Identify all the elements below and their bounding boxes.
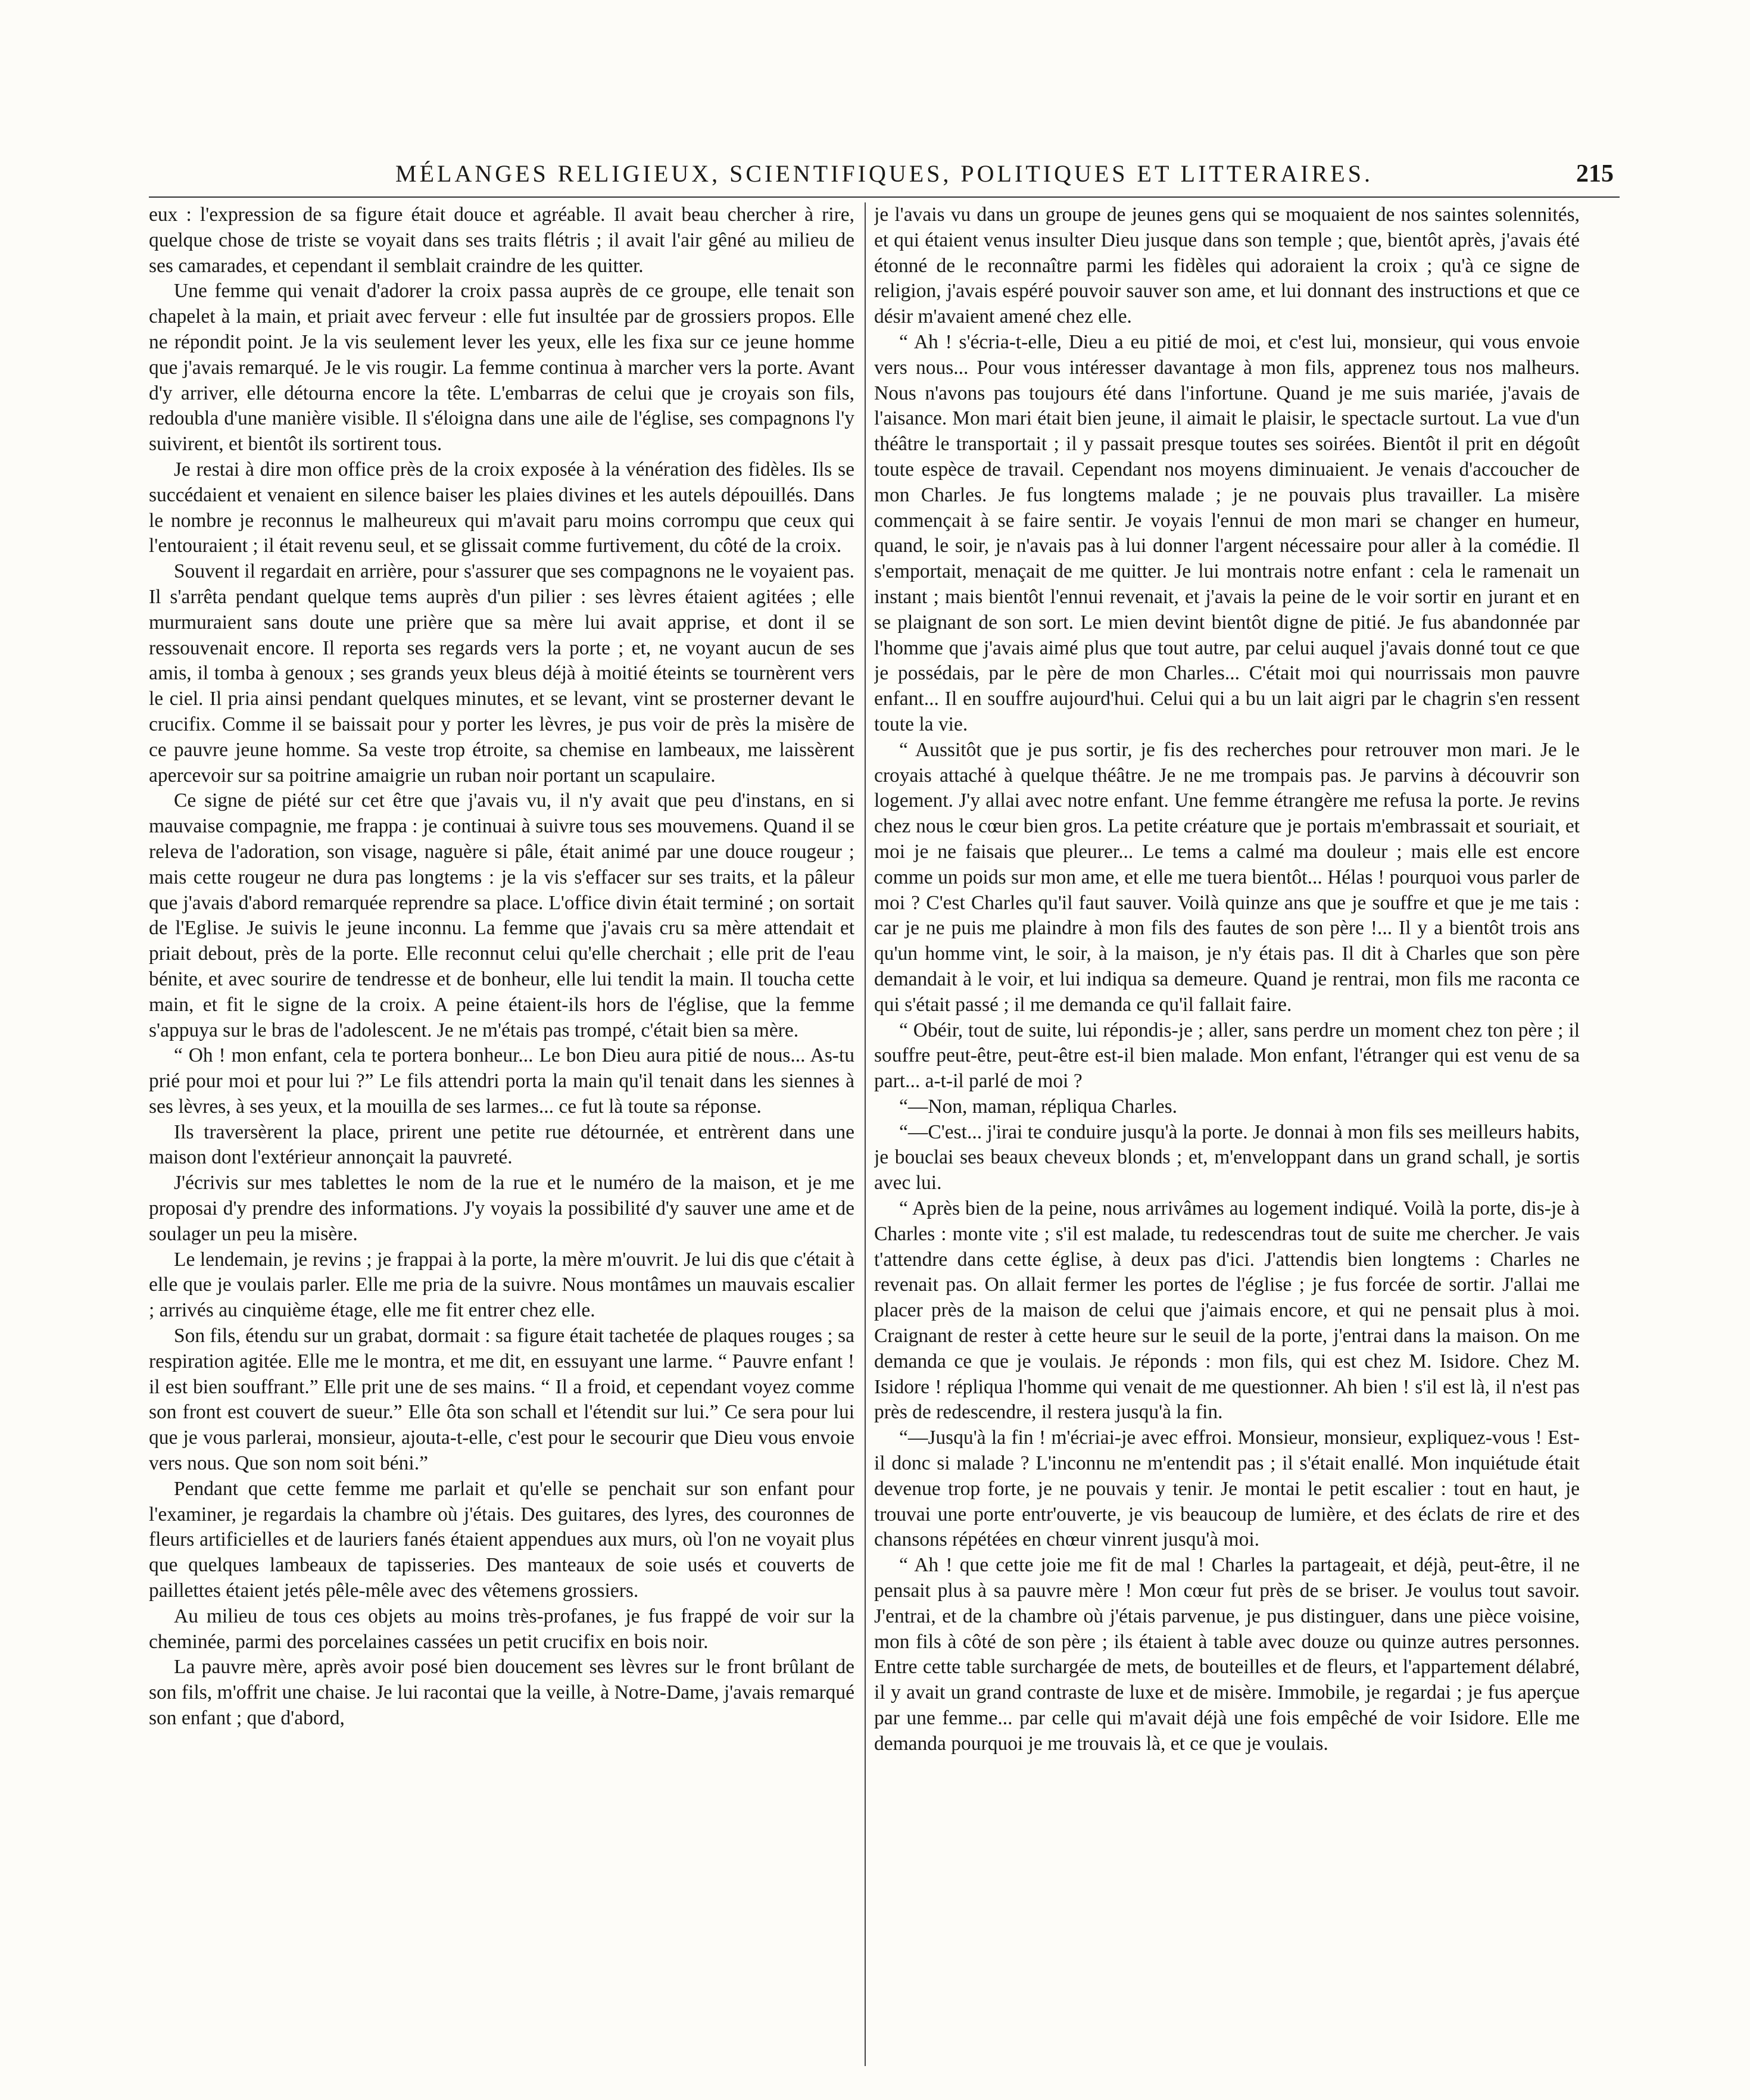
paragraph: “ Oh ! mon enfant, cela te portera bonheur... Le bon Dieu aura pitié de nous... As-tu prié pour moi et pour lui ?” Le fils attendri porta la main qu'il tenait dans les siennes à ses lèvres, à ses yeux, et la mouilla de ses larmes... ce fut là toute sa réponse. bbox=[149, 1044, 854, 1118]
right-column bbox=[874, 202, 1580, 2078]
paragraph: je l'avais vu dans un groupe de jeunes gens qui se moquaient de nos saintes solennités, et qui étaient venus insulter Dieu jusque dans son temple ; que, bientôt après, j'avais été étonné de le reconnaître parmi les fidèles qui adoraient la croix ; qu'à ce signe de religion, j'avais espéré pouvoir sauver son ame, et lui donnant des instructions et que ce désir m'avaient amené chez elle. bbox=[874, 204, 1580, 328]
paragraph: “ Ah ! que cette joie me fit de mal ! Charles la partageait, et déjà, peut-être, il ne pensait plus à sa pauvre mère ! Mon cœur fut près de se briser. Je voulus tout savoir. J'entrai, et de la chambre où j'étais parvenue, je pus distinguer, dans une pièce voisine, mon fils à côté de son père ; ils étaient à table avec douze ou quinze autres personnes. Entre cette table surchargée de mets, de bouteilles et de fleurs, et l'appartement délabré, il y avait un grand contraste de luxe et de misère. Immobile, je regardai ; je fus aperçue par une femme... par celle qui m'avait déjà une fois empêché de voir Isidore. Elle me demanda pourquoi je me trouvais là, et ce que je voulais. bbox=[874, 1554, 1580, 1755]
header-rule bbox=[149, 196, 1620, 198]
paragraph: “ Après bien de la peine, nous arrivâmes au logement indiqué. Voilà la porte, dis-je à Charles : monte vite ; s'il est malade, tu redescendras tout de suite me chercher. Je vais t'attendre dans cette église, à deux pas d'ici. J'attendis bien longtems : Charles ne revenait pas. On allait fermer les portes de l'église ; je fus forcée de sortir. J'allai me placer près de la maison de celui que j'aimais encore, et qui ne pensait plus à moi. Craignant de rester à cette heure sur le seuil de la porte, j'entrai dans la maison. On me demanda ce que je voulais. Je réponds : mon fils, qui est chez M. Isidore. Chez M. Isidore ! répliqua l'homme qui venait de me questionner. Ah bien ! s'il est là, il n'est pas près de redescendre, il restera jusqu'à la fin. bbox=[874, 1197, 1580, 1424]
paragraph: Pendant que cette femme me parlait et qu'elle se penchait sur son enfant pour l'examiner, je regardais la chambre où j'étais. Des guitares, des lyres, des couronnes de fleurs artificielles et de lauriers fanés étaient appendues aux murs, où l'on ne voyait plus que quelques lambeaux de tapisseries. Des manteaux de soie usés et couverts de paillettes étaient jetés pêle-mêle avec des vêtemens grossiers. bbox=[149, 1477, 854, 1602]
page-header bbox=[149, 156, 1620, 192]
paragraph: “—C'est... j'irai te conduire jusqu'à la porte. Je donnai à mon fils ses meilleurs habits, je bouclai ses beaux cheveux blonds ; et, m'enveloppant dans un grand schall, je sortis avec lui. bbox=[874, 1121, 1580, 1194]
paragraph: Une femme qui venait d'adorer la croix passa auprès de ce groupe, elle tenait son chapelet à la main, et priait avec ferveur : elle fut insultée par de grossiers propos. Elle ne répondit point. Je la vis seulement lever les yeux, elle les fixa sur ce jeune homme que j'avais remarqué. Je le vis rougir. La femme continua à marcher vers la porte. Avant d'y arriver, elle détourna encore la tête. L'embarras de celui que je croyais son fils, redoubla d'une manière visible. Il s'éloigna dans une aile de l'église, ses compagnons l'y suivirent, et bientôt ils sortirent tous. bbox=[149, 280, 854, 455]
paragraph: Je restai à dire mon office près de la croix exposée à la vénération des fidèles. Ils se succédaient et venaient en silence baiser les plaies divines et les autels dépouillés. Dans le nombre je reconnus le malheureux qui m'avait paru moins corrompu que ceux qui l'entouraient ; il était revenu seul, et se glissait comme furtivement, du côté de la croix. bbox=[149, 458, 854, 557]
paragraph: “ Ah ! s'écria-t-elle, Dieu a eu pitié de moi, et c'est lui, monsieur, qui vous envoie vers nous... Pour vous intéresser davantage à mon fils, apprenez tous nos malheurs. Nous n'avons pas toujours été dans l'infortune. Quand je me suis mariée, j'avais de l'aisance. Mon mari était bien jeune, il aimait le plaisir, le spectacle surtout. La vue d'un théâtre le transportait ; il y passait presque toutes ses soirées. Bientôt il prit en dégoût toute espèce de travail. Cependant nos moyens diminuaient. Je venais d'accoucher de mon Charles. Je fus longtems malade ; je ne pouvais plus travailler. La misère commençait à se faire sentir. Je voyais l'ennui de mon mari se changer en humeur, quand, le soir, je n'avais pas à lui donner l'argent nécessaire pour aller à la comédie. Il s'emportait, menaçait de me quitter. Je lui montrais notre enfant : cela le ramenait un instant ; mais bientôt l'ennui revenait, et j'avais la peine de le voir sortir en jurant et en se plaignant de son sort. Le mien devint bientôt digne de pitié. Je fus abandonnée par l'homme que j'avais aimé plus que tout autre, par celui auquel j'avais donné tout ce que je possédais, par le père de mon Charles... C'était moi qui nourrissais mon pauvre enfant... Il en souffre aujourd'hui. Celui qui a bu un lait aigri par le chagrin s'en ressent toute la vie. bbox=[874, 330, 1580, 735]
paragraph: J'écrivis sur mes tablettes le nom de la rue et le numéro de la maison, et je me proposai d'y prendre des informations. J'y voyais la possibilité d'y sauver une ame et de soulager un peu la misère. bbox=[149, 1172, 854, 1245]
page-number: 215 bbox=[1576, 160, 1614, 188]
paragraph: “—Non, maman, répliqua Charles. bbox=[899, 1095, 1178, 1118]
paragraph: “ Aussitôt que je pus sortir, je fis des recherches pour retrouver mon mari. Je le croyais attaché à quelque théâtre. Je ne me trompais pas. Je parvins à découvrir son logement. J'y allai avec notre enfant. Une femme étrangère me refusa la porte. Je revins chez nous le cœur bien gros. La petite créature que je portais m'embrassait et souriait, et moi je ne faisais que pleurer... Le tems a calmé ma douleur ; mais elle est encore comme un poids sur mon ame, et elle me tuera bientôt... Hélas ! pourquoi vous parler de moi ? C'est Charles qu'il faut sauver. Voilà quinze ans que je souffre et que je me tais : car je ne puis me plaindre à mon fils des fautes de son père !... Il y a bientôt trois ans qu'un homme vint, le soir, à la maison, je n'y étais pas. Il dit à Charles que son père demandait à le voir, et lui indiqua sa demeure. Quand je rentrai, mon fils me raconta ce qui s'était passé ; il me demanda ce qu'il fallait faire. bbox=[874, 738, 1580, 1016]
paragraph: Le lendemain, je revins ; je frappai à la porte, la mère m'ouvrit. Je lui dis que c'était à elle que je voulais parler. Elle me pria de la suivre. Nous montâmes un mauvais escalier ; arrivés au cinquième étage, elle me fit entrer chez elle. bbox=[149, 1248, 854, 1322]
running-title: MÉLANGES RELIGIEUX, SCIENTIFIQUES, POLITIQUES ET LITTERAIRES. bbox=[395, 160, 1373, 187]
paragraph: “ Obéir, tout de suite, lui répondis-je ; aller, sans perdre un moment chez ton père ; il souffre peut-être, peut-être est-il bien malade. Mon enfant, l'étranger qui est venu de sa part... a-t-il parlé de moi ? bbox=[874, 1019, 1580, 1093]
column-divider bbox=[865, 202, 866, 2066]
paragraph: “—Jusqu'à la fin ! m'écriai-je avec effroi. Monsieur, monsieur, expliquez-vous ! Est-il donc si malade ? L'inconnu ne m'entendit pas ; il s'était enallé. Mon inquiétude était devenue trop forte, je ne pouvais y tenir. Je montai le petit escalier : tout en haut, je trouvai une porte entr'ouverte, je vis beaucoup de lumière, et des éclats de rire et des chansons répétées en chœur vinrent jusqu'à moi. bbox=[874, 1427, 1580, 1551]
paragraph: Son fils, étendu sur un grabat, dormait : sa figure était tachetée de plaques rouges ; sa respiration agitée. Elle me le montra, et me dit, en essuyant une larme. “ Pauvre enfant ! il est bien souffrant.” Elle prit une de ses mains. “ Il a froid, et cependant voyez comme son front est couvert de sueur.” Elle ôta son schall et l'étendit sur lui.” Ce sera pour lui que je vous parlerai, monsieur, ajouta-t-elle, c'est pour le secourir que Dieu vous envoie vers nous. Que son nom soit béni.” bbox=[149, 1325, 854, 1475]
paragraph: La pauvre mère, après avoir posé bien doucement ses lèvres sur le front brûlant de son fils, m'offrit une chaise. Je lui racontai que la veille, à Notre-Dame, j'avais remarqué son enfant ; que d'abord, bbox=[149, 1656, 854, 1730]
paragraph: eux : l'expression de sa figure était douce et agréable. Il avait beau chercher à rire, quelque chose de triste se voyait dans ses traits flétris ; il avait l'air gêné au milieu de ses camarades, et cependant il semblait craindre de les quitter. bbox=[149, 204, 854, 277]
paragraph: Ce signe de piété sur cet être que j'avais vu, il n'y avait que peu d'instans, en si mauvaise compagnie, me frappa : je continuai à suivre tous ses mouvemens. Quand il se releva de l'adoration, son visage, naguère si pâle, était animé par une douce rougeur ; mais cette rougeur ne dura pas longtems : je la vis s'effacer sur ses traits, et la pâleur que j'avais d'abord remarquée reprendre sa place. L'office divin était terminé ; on sortait de l'Eglise. Je suivis le jeune inconnu. La femme que j'avais cru sa mère attendait et priait debout, près de la porte. Elle reconnut celui qu'elle cherchait ; elle prit de l'eau bénite, et avec sourire de tendresse et de bonheur, elle lui tendit la main. Il toucha cette main, et fit le signe de la croix. A peine étaient-ils hors de l'église, que la femme s'appuya sur le bras de l'adolescent. Je ne m'étais pas trompé, c'était bien sa mère. bbox=[149, 790, 854, 1041]
paragraph: Ils traversèrent la place, prirent une petite rue détournée, et entrèrent dans une maison dont l'extérieur annonçait la pauvreté. bbox=[149, 1121, 854, 1169]
left-column bbox=[149, 202, 854, 2078]
paragraph: Au milieu de tous ces objets au moins très-profanes, je fus frappé de voir sur la cheminée, parmi des porcelaines cassées un petit crucifix en bois noir. bbox=[149, 1605, 854, 1653]
paragraph: Souvent il regardait en arrière, pour s'assurer que ses compagnons ne le voyaient pas. Il s'arrêta pendant quelque tems auprès d'un pilier : ses lèvres étaient agitées ; elle murmuraient sans doute une prière que sa mère lui avait apprise, et dont il se ressouvenait encore. Il reporta ses regards vers la porte ; et, ne voyant aucun de ses amis, il tomba à genoux ; ses grands yeux bleus déjà à moitié éteints se tournèrent vers le ciel. Il pria ainsi pendant quelques minutes, et se levant, vint se prosterner devant le crucifix. Comme il se baissait pour y porter les lèvres, je pus voir de près la misère de ce pauvre jeune homme. Sa veste trop étroite, sa chemise en lambeaux, me laissèrent apercevoir sur sa poitrine amaigrie un ruban noir portant un scapulaire. bbox=[149, 560, 854, 787]
